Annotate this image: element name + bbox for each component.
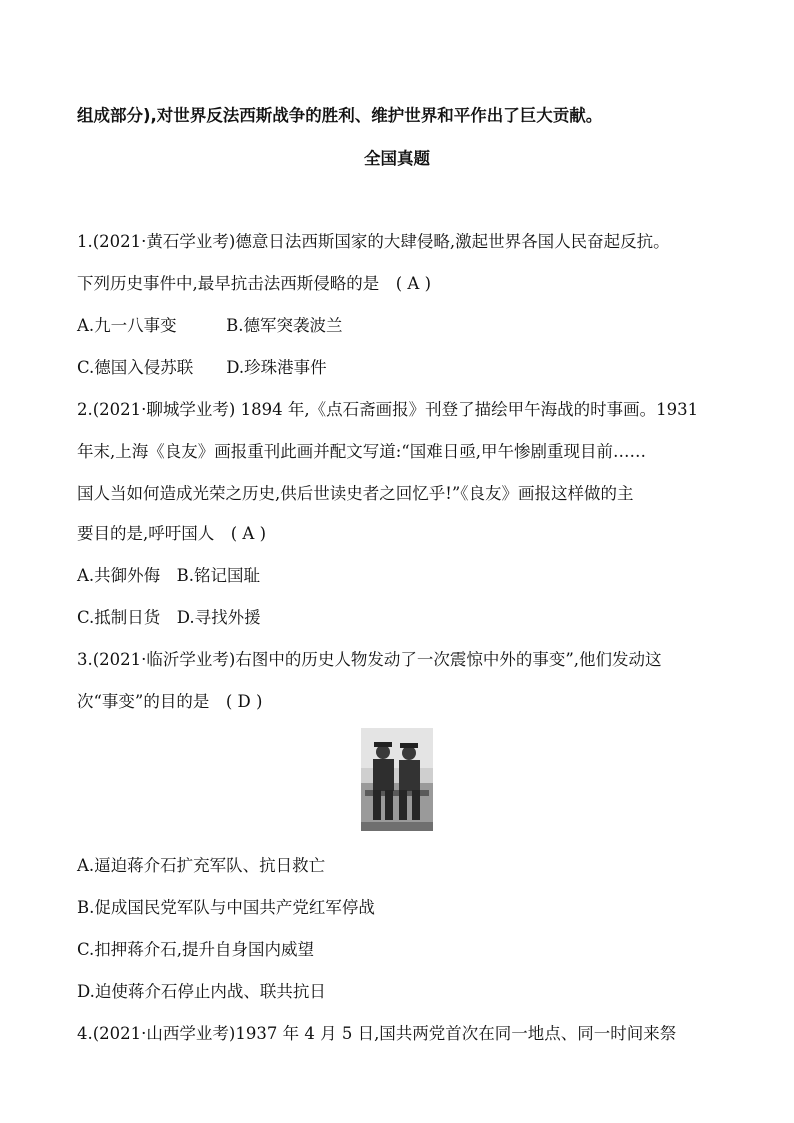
q1-options-row-1: A.九一八事变 B.德军突袭波兰 (77, 316, 343, 335)
historical-photo (361, 728, 433, 831)
q2-stem-line-1: 2.(2021·聊城学业考) 1894 年,《点石斋画报》刊登了描绘甲午海战的时事画。1931 (77, 400, 699, 419)
section-heading: 全国真题 (364, 149, 430, 168)
q1-stem-line-2: 下列历史事件中,最早抗击法西斯侵略的是 ( A ) (77, 274, 432, 293)
q4-stem-line-1: 4.(2021·山西学业考)1937 年 4 月 5 日,国共两党首次在同一地点、同一时间来祭 (77, 1024, 677, 1043)
q1-options-row-2: C.德国入侵苏联 D.珍珠港事件 (77, 358, 327, 377)
q3-stem-line-1: 3.(2021·临沂学业考)右图中的历史人物发动了一次震惊中外的事变”,他们发动这 (77, 650, 662, 669)
q3-option-b: B.促成国民党军队与中国共产党红军停战 (77, 898, 375, 917)
q1-stem-line-1: 1.(2021·黄石学业考)德意日法西斯国家的大肆侵略,激起世界各国人民奋起反抗。 (77, 232, 670, 251)
q3-option-a: A.逼迫蒋介石扩充军队、抗日救亡 (77, 856, 326, 875)
q2-options-row-1: A.共御外侮 B.铭记国耻 (77, 566, 261, 585)
q2-stem-line-2: 年末,上海《良友》画报重刊此画并配文写道:“国难日亟,甲午惨剧重现目前…… (77, 442, 646, 461)
q3-option-d: D.迫使蒋介石停止内战、联共抗日 (77, 982, 326, 1001)
q3-stem-line-2: 次“事变”的目的是 ( D ) (77, 692, 263, 711)
intro-line: 组成部分),对世界反法西斯战争的胜利、维护世界和平作出了巨大贡献。 (77, 106, 603, 125)
q2-stem-line-4: 要目的是,呼吁国人 ( A ) (77, 524, 267, 543)
q3-option-c: C.扣押蒋介石,提升自身国内威望 (77, 940, 315, 959)
q2-options-row-2: C.抵制日货 D.寻找外援 (77, 608, 261, 627)
q2-stem-line-3: 国人当如何造成光荣之历史,供后世读史者之回忆乎!”《良友》画报这样做的主 (77, 484, 634, 503)
